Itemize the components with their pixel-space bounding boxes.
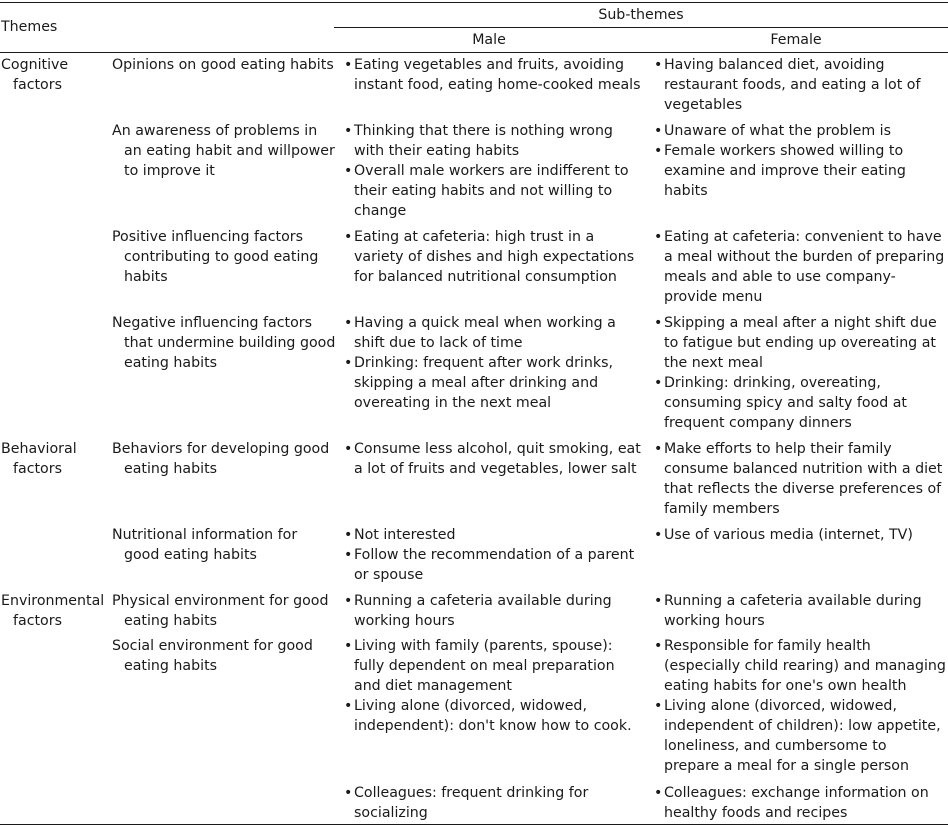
subthemes-rule [334,27,948,28]
subtheme-label: Negative influencing factors that undermine building good eating habits [112,315,336,371]
list-item: • Eating at cafeteria: high trust in a variety of dishes and high expectations for balanced nutritional consumption [344,227,644,287]
female-list [654,55,946,115]
male-list [344,525,644,585]
list-item: • Follow the recommendation of a parent or spouse [344,545,644,585]
female-list [654,525,946,545]
male-list [344,439,644,479]
male-list [344,227,644,287]
theme-label: Environmental factors [1,593,105,629]
subtheme-label: Positive influencing factors contributing to good eating habits [112,229,319,285]
list-item: • Unaware of what the problem is [654,121,946,141]
header-rule [0,52,948,53]
list-item: • Skipping a meal after a night shift due to fatigue but ending up overeating at the next meal [654,313,946,373]
list-item: • Running a cafeteria available during working hours [344,591,644,631]
list-item: • Living alone (divorced, widowed, independent): don't know how to cook. [344,696,644,736]
subtheme-label: Physical environment for good eating habits [112,593,329,629]
list-item: • Running a cafeteria available during working hours [654,591,946,631]
list-item: • Drinking: frequent after work drinks, skipping a meal after drinking and overeating in the next meal [344,353,644,413]
list-item: • Having a quick meal when working a shift due to lack of time [344,313,644,353]
bottom-rule [0,824,948,825]
list-item: • Responsible for family health (especially child rearing) and managing eating habits for one's own health [654,636,946,696]
subtheme-label: Behaviors for developing good eating habits [112,441,330,477]
header-male: Male [472,32,506,48]
male-list [344,783,644,823]
list-item: • Female workers showed willing to examine and improve their eating habits [654,141,946,201]
list-item: • Not interested [344,525,644,545]
list-item: • Eating vegetables and fruits, avoiding instant food, eating home-cooked meals [344,55,644,95]
list-item: • Living with family (parents, spouse): fully dependent on meal preparation and diet management [344,636,644,696]
list-item: • Make efforts to help their family consume balanced nutrition with a diet that reflects the diverse preferences of family members [654,439,946,519]
male-list [344,313,644,413]
header-female: Female [770,32,822,48]
list-item: • Colleagues: exchange information on healthy foods and recipes [654,783,946,823]
list-item: • Eating at cafeteria: convenient to have a meal without the burden of preparing meals and able to use company-provide menu [654,227,946,307]
male-list [344,121,644,221]
list-item: • Having balanced diet, avoiding restaurant foods, and eating a lot of vegetables [654,55,946,115]
subtheme-label: Nutritional information for good eating habits [112,527,298,563]
female-list [654,313,946,433]
list-item: • Living alone (divorced, widowed, independent of children): low appetite, loneliness, and cumbersome to prepare a meal for a single person [654,696,946,776]
female-list [654,439,946,519]
male-list [344,55,644,95]
female-list [654,783,946,823]
header-subthemes: Sub-themes [598,7,684,23]
subtheme-label: Social environment for good eating habits [112,638,313,674]
female-list [654,227,946,307]
theme-label: Cognitive factors [1,57,69,93]
female-list [654,636,946,776]
list-item: • Thinking that there is nothing wrong with their eating habits [344,121,644,161]
theme-label: Behavioral factors [1,441,77,477]
male-list [344,636,644,736]
top-rule [0,2,948,3]
list-item: • Use of various media (internet, TV) [654,525,946,545]
list-item: • Overall male workers are indifferent to their eating habits and not willing to change [344,161,644,221]
male-list [344,591,644,631]
female-list [654,121,946,201]
list-item: • Colleagues: frequent drinking for socializing [344,783,644,823]
header-themes: Themes [1,19,58,35]
list-item: • Consume less alcohol, quit smoking, eat a lot of fruits and vegetables, lower salt [344,439,644,479]
subtheme-label: Opinions on good eating habits [112,57,334,73]
list-item: • Drinking: drinking, overeating, consuming spicy and salty food at frequent company dinners [654,373,946,433]
subtheme-label: An awareness of problems in an eating habit and willpower to improve it [112,123,335,179]
female-list [654,591,946,631]
